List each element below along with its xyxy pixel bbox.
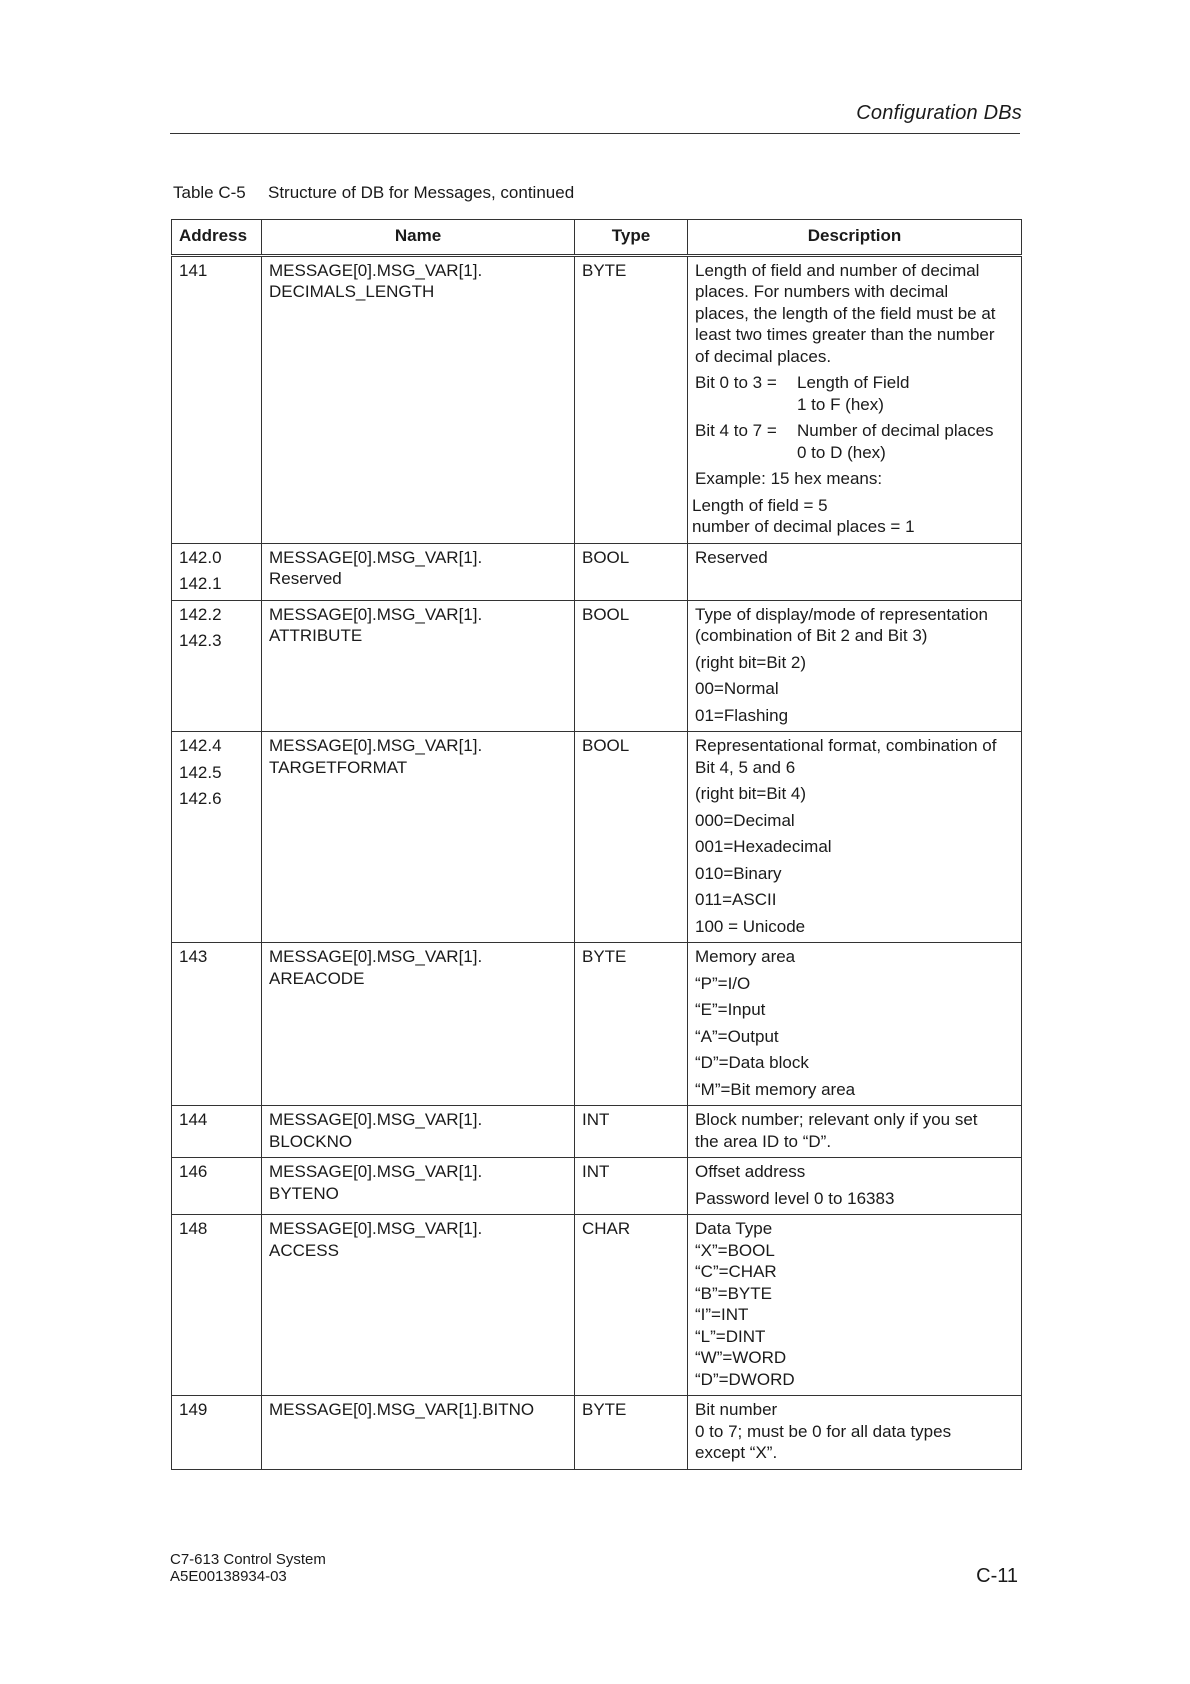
name-line: MESSAGE[0].MSG_VAR[1]. [269,260,483,280]
description-cell [688,1106,1022,1158]
description-line: Length of field and number of decimal [695,260,980,280]
address-value: 149 [179,1400,208,1419]
description-line: Data Type [695,1219,773,1238]
name-line: MESSAGE[0].MSG_VAR[1]. [269,947,483,966]
name-line: DECIMALS_LENGTH [269,282,435,301]
name-cell [262,543,575,600]
address-value: 143 [179,947,208,966]
address-cell [172,732,262,943]
name-line: MESSAGE[0].MSG_VAR[1]. [269,604,483,624]
address-value: 141 [179,260,208,280]
description-line: “D”=DWORD [695,1369,795,1389]
bit-range-label: Bit 0 to 3 = [695,373,777,392]
table-row [172,1396,1022,1470]
description-line: 100 = Unicode [695,916,806,936]
name-line: AREACODE [269,968,365,988]
type-cell: BOOL [575,543,688,600]
description-line: except “X”. [695,1443,778,1462]
address-value: 142.4 [179,736,222,755]
page-header-title: Configuration DBs [856,102,1022,124]
description-line: least two times greater than the number [695,325,995,344]
address-value: 148 [179,1219,208,1238]
description-line: 0 to 7; must be 0 for all data types [695,1421,952,1441]
description-line: of decimal places. [695,346,832,366]
address-value: 142.5 [179,762,222,782]
description-line: “M”=Bit memory area [695,1079,856,1099]
description-line: Representational format, combination of [695,736,997,755]
table-row [172,943,1022,1106]
address-cell [172,943,262,1106]
footer-product-name: C7-613 Control System [170,1551,326,1568]
type-cell: BYTE [575,1396,688,1470]
description-line: Memory area [695,947,796,966]
table-row [172,1158,1022,1215]
description-line: 011=ASCII [695,890,777,909]
description-cell [688,600,1022,732]
example-heading: Example: 15 hex means: [695,469,883,488]
description-line: “B”=BYTE [695,1283,772,1303]
address-cell [172,1215,262,1396]
address-cell [172,255,262,543]
footer-document-info [170,1551,326,1585]
address-value: 142.0 [179,547,222,567]
name-cell [262,600,575,732]
description-line: “C”=CHAR [695,1262,777,1281]
example-line: Length of field = 5 [692,495,828,515]
description-line: Type of display/mode of representation [695,604,988,624]
address-cell [172,1106,262,1158]
name-line: TARGETFORMAT [269,757,408,777]
name-line: MESSAGE[0].MSG_VAR[1].BITNO [269,1400,535,1419]
type-cell: BYTE [575,255,688,543]
description-line: Offset address [695,1162,806,1181]
name-cell [262,943,575,1106]
description-line: (right bit=Bit 2) [695,652,807,672]
type-cell: INT [575,1106,688,1158]
address-value: 142.2 [179,604,222,624]
description-line: Bit 4, 5 and 6 [695,757,796,777]
description-line: “X”=BOOL [695,1240,775,1260]
name-cell [262,732,575,943]
description-line: 01=Flashing [695,705,789,725]
description-line: “A”=Output [695,1026,779,1046]
column-header-type: Type [575,220,688,256]
table-row [172,1215,1022,1396]
bit-value-range: 0 to D (hex) [797,442,886,462]
description-line: Block number; relevant only if you set [695,1110,978,1129]
description-cell [688,1396,1022,1470]
name-cell [262,1106,575,1158]
bit-meaning: Number of decimal places [797,421,994,440]
type-cell: INT [575,1158,688,1215]
name-line: ACCESS [269,1240,339,1260]
bit-range-label: Bit 4 to 7 = [695,421,777,440]
address-value: 142.3 [179,631,222,650]
description-line: “D”=Data block [695,1053,809,1072]
message-db-table [171,219,1022,1470]
name-line: MESSAGE[0].MSG_VAR[1]. [269,1110,483,1129]
name-cell [262,1158,575,1215]
column-header-name: Name [262,220,575,256]
description-line: “W”=WORD [695,1348,787,1367]
description-line: places. For numbers with decimal [695,282,949,301]
name-line: MESSAGE[0].MSG_VAR[1]. [269,1162,483,1181]
type-cell: CHAR [575,1215,688,1396]
description-line: places, the length of the field must be at [695,303,996,323]
table-caption-text: Structure of DB for Messages, continued [268,183,575,202]
address-cell [172,1396,262,1470]
table-header-row [172,220,1022,256]
description-line: “L”=DINT [695,1326,766,1346]
description-cell [688,1158,1022,1215]
bit-definition [695,420,1014,463]
table-caption [173,183,574,203]
table-row [172,732,1022,943]
name-line: BYTENO [269,1183,339,1203]
description-line: “P”=I/O [695,973,751,993]
column-header-address: Address [172,220,262,256]
name-line: MESSAGE[0].MSG_VAR[1]. [269,736,483,755]
description-cell [688,1215,1022,1396]
type-cell: BYTE [575,943,688,1106]
column-header-description: Description [688,220,1022,256]
description-line: 00=Normal [695,679,779,698]
description-cell [688,732,1022,943]
name-line: MESSAGE[0].MSG_VAR[1]. [269,547,483,567]
description-line: 001=Hexadecimal [695,837,832,856]
description-line: 010=Binary [695,863,782,883]
type-cell: BOOL [575,600,688,732]
table-caption-number: Table C-5 [173,183,246,202]
bit-value-range: 1 to F (hex) [797,394,884,414]
description-line: (right bit=Bit 4) [695,784,807,803]
header-divider [170,133,1020,134]
footer-document-number: A5E00138934-03 [170,1568,287,1585]
name-cell [262,1215,575,1396]
table-row [172,1106,1022,1158]
bit-meaning: Length of Field [797,373,910,392]
description-cell [688,943,1022,1106]
address-cell [172,543,262,600]
address-value: 142.1 [179,574,222,593]
table-row [172,543,1022,600]
address-cell [172,1158,262,1215]
description-line: Bit number [695,1400,778,1419]
description-line: Reserved [695,547,768,567]
address-value: 144 [179,1110,208,1129]
table-row [172,255,1022,543]
description-line: 000=Decimal [695,810,795,830]
name-line: MESSAGE[0].MSG_VAR[1]. [269,1219,483,1238]
table-row [172,600,1022,732]
description-cell [688,255,1022,543]
description-line: “I”=INT [695,1305,749,1324]
description-line: “E”=Input [695,1000,766,1019]
description-line: Password level 0 to 16383 [695,1188,895,1208]
type-cell: BOOL [575,732,688,943]
address-value: 146 [179,1162,208,1181]
description-line: (combination of Bit 2 and Bit 3) [695,626,928,645]
description-cell [688,543,1022,600]
name-line: Reserved [269,569,342,588]
bit-definition [695,372,1014,415]
name-line: ATTRIBUTE [269,626,363,645]
description-line: the area ID to “D”. [695,1131,832,1151]
example-line: number of decimal places = 1 [692,517,915,536]
page-number: C-11 [976,1565,1018,1587]
address-value: 142.6 [179,789,222,808]
name-line: BLOCKNO [269,1131,353,1151]
name-cell [262,1396,575,1470]
address-cell [172,600,262,732]
name-cell [262,255,575,543]
